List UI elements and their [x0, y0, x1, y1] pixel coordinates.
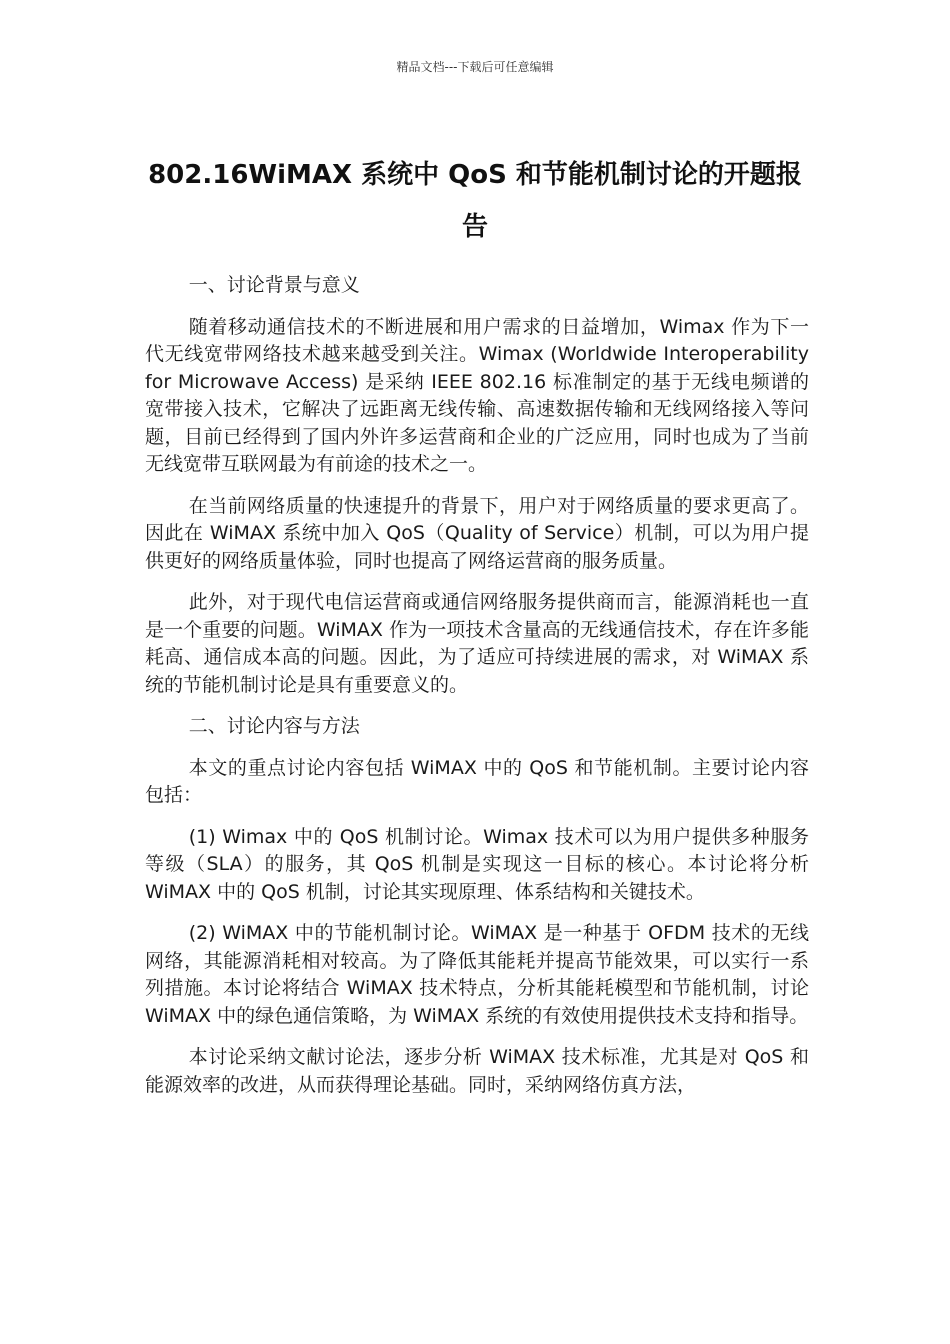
document-title: 802.16WiMAX 系统中 QoS 和节能机制讨论的开题报告 [148, 160, 802, 243]
body-paragraph: (2) WiMAX 中的节能机制讨论。WiMAX 是一种基于 OFDM 技术的无线网络，其能源消耗相对较高。为了降低其能耗并提高节能效果，可以实行一系列措施。本讨论将结合 WiMAX 技术特点，分析其能耗模型和节能机制，讨论 WiMAX 中的绿色通信策略，为 WiMAX 系统的有效使用提供技术支持和指导。 [145, 922, 809, 1027]
body-paragraph: 本文的重点讨论内容包括 WiMAX 中的 QoS 和节能机制。主要讨论内容包括： [145, 756, 809, 806]
section-heading: 二、讨论内容与方法 [188, 715, 360, 737]
body-paragraph: 随着移动通信技术的不断进展和用户需求的日益增加，Wimax 作为下一代无线宽带网络技术越来越受到关注。Wimax (Worldwide Interoperability for Microwave Access) 是采纳 IEEE 802.16 标准制定的基于无线电频谱的宽带接入技术，它解决了远距离无线传输、高速数据传输和无线网络接入等问题，目前已经得到了国内外许多运营商和企业的广泛应用，同时也成为了当前无线宽带互联网最为有前途的技术之一。 [145, 315, 809, 475]
body-paragraph: 在当前网络质量的快速提升的背景下，用户对于网络质量的要求更高了。因此在 WiMAX 系统中加入 QoS（Quality of Service）机制，可以为用户提供更好的网络质量体验，同时也提高了网络运营商的服务质量。 [145, 494, 809, 572]
header-note: 精品文档---下载后可任意编辑 [396, 60, 554, 74]
body-paragraph: 本讨论采纳文献讨论法，逐步分析 WiMAX 技术标准，尤其是对 QoS 和能源效率的改进，从而获得理论基础。同时，采纳网络仿真方法， [145, 1046, 809, 1096]
document-body [145, 272, 809, 1113]
body-paragraph: 此外，对于现代电信运营商或通信网络服务提供商而言，能源消耗也一直是一个重要的问题。WiMAX 作为一项技术含量高的无线通信技术，存在许多能耗高、通信成本高的问题。因此，为了适应可持续进展的需求，对 WiMAX 系统的节能机制讨论是具有重要意义的。 [145, 591, 809, 696]
section-heading: 一、讨论背景与意义 [188, 274, 360, 296]
body-paragraph: (1) Wimax 中的 QoS 机制讨论。Wimax 技术可以为用户提供多种服务等级（SLA）的服务，其 QoS 机制是实现这一目标的核心。本讨论将分析 WiMAX 中的 QoS 机制，讨论其实现原理、体系结构和关键技术。 [145, 825, 809, 903]
